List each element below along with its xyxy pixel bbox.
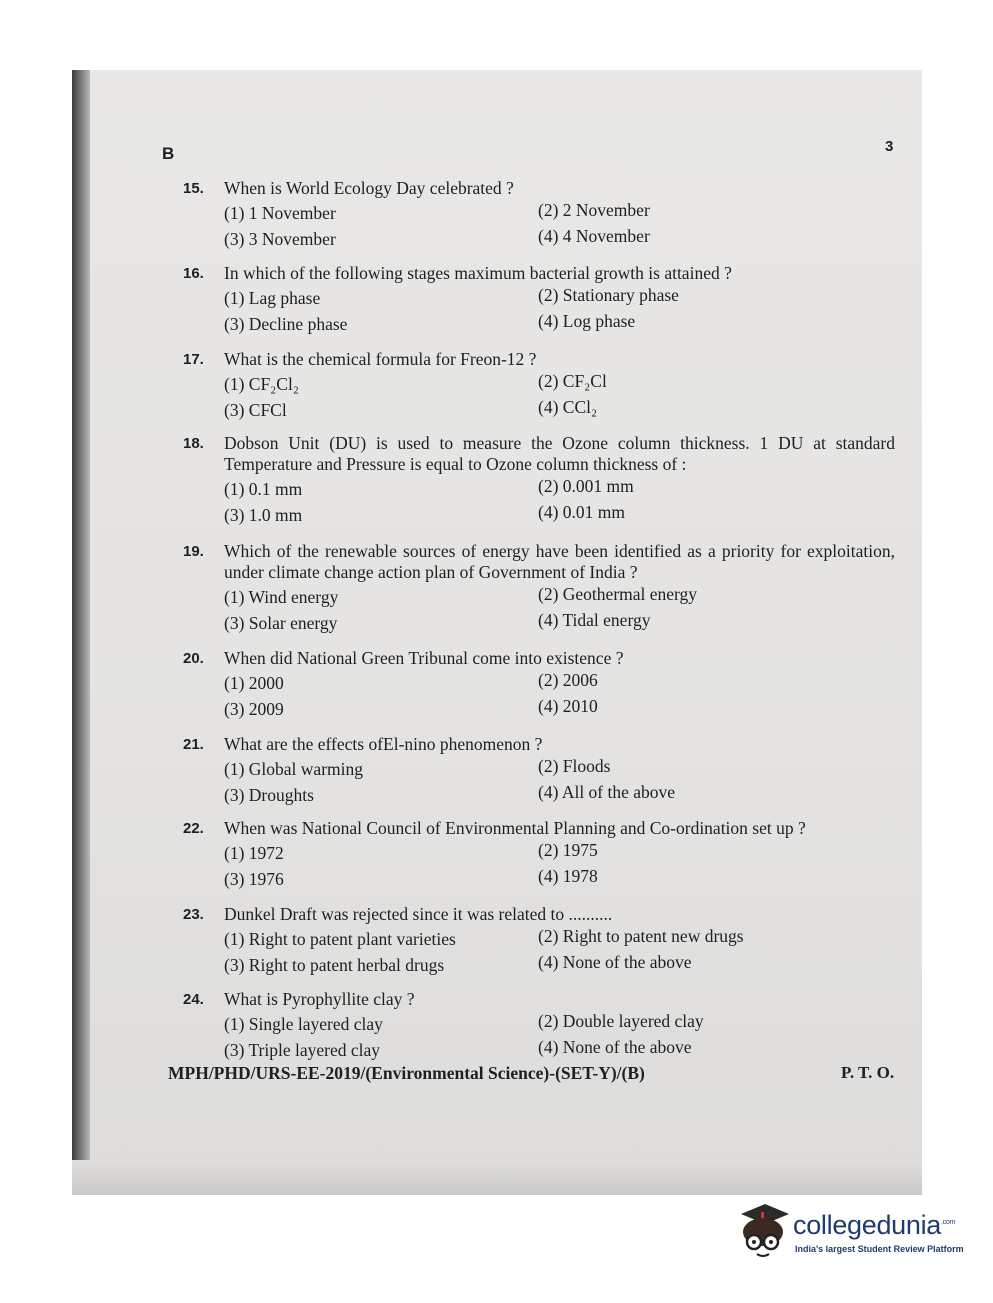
question-number: 22. — [183, 820, 204, 837]
option-2: (2) 1975 — [538, 840, 598, 860]
question-17 — [183, 349, 895, 426]
question-19 — [183, 541, 895, 639]
option-1: (1) Wind energy — [224, 587, 339, 607]
option-2: (2) Stationary phase — [538, 285, 679, 305]
options — [224, 285, 895, 340]
option-4: (4) 4 November — [538, 226, 650, 246]
question-16 — [183, 263, 895, 340]
question-text: When is World Ecology Day celebrated ? — [224, 178, 514, 198]
question-number: 16. — [183, 265, 204, 282]
option-4: (4) 1978 — [538, 866, 598, 886]
brand-tagline: India's largest Student Review Platform — [795, 1244, 964, 1254]
option-3: (3) Decline phase — [224, 314, 348, 334]
option-3: (3) 1976 — [224, 869, 284, 889]
options — [224, 670, 895, 725]
options — [224, 926, 895, 981]
brand-tld: .com — [941, 1219, 956, 1226]
option-3: (3) 2009 — [224, 699, 284, 719]
option-2: (2) 0.001 mm — [538, 476, 634, 496]
question-23 — [183, 904, 895, 981]
option-2: (2) 2 November — [538, 200, 650, 220]
question-18 — [183, 433, 895, 531]
brand-wordmark: collegedunia — [793, 1210, 942, 1240]
question-22 — [183, 818, 895, 895]
student-mascot-icon — [735, 1198, 793, 1260]
option-2: (2) CF₂Cl — [538, 371, 607, 391]
question-text: When did National Green Tribunal come into existence ? — [224, 648, 624, 668]
options — [224, 584, 895, 639]
option-2: (2) Floods — [538, 756, 611, 776]
section-letter: B — [162, 144, 175, 163]
options — [224, 756, 895, 811]
option-1: (1) CF₂Cl₂ — [224, 374, 299, 394]
question-text: In which of the following stages maximum bacterial growth is attained ? — [224, 263, 732, 283]
options — [224, 200, 895, 255]
option-1: (1) 1972 — [224, 843, 284, 863]
options — [224, 476, 895, 531]
option-4: (4) All of the above — [538, 782, 676, 802]
question-20 — [183, 648, 895, 725]
question-number: 17. — [183, 351, 204, 368]
option-2: (2) 2006 — [538, 670, 598, 690]
question-15 — [183, 178, 895, 255]
option-1: (1) 0.1 mm — [224, 479, 303, 499]
option-4: (4) None of the above — [538, 1037, 692, 1057]
question-text: What is the chemical formula for Freon-12 ? — [224, 349, 537, 369]
question-number: 20. — [183, 650, 204, 667]
option-4: (4) Log phase — [538, 311, 636, 331]
option-4: (4) CCl₂ — [538, 397, 598, 417]
option-1: (1) Lag phase — [224, 288, 321, 308]
option-1: (1) Right to patent plant varieties — [224, 929, 456, 949]
question-number: 19. — [183, 543, 204, 560]
option-1: (1) 2000 — [224, 673, 284, 693]
options — [224, 371, 895, 426]
option-1: (1) Single layered clay — [224, 1014, 383, 1034]
question-number: 18. — [183, 435, 204, 452]
option-2: (2) Double layered clay — [538, 1011, 704, 1031]
question-21 — [183, 734, 895, 811]
question-text: What is Pyrophyllite clay ? — [224, 989, 415, 1009]
question-text: Dobson Unit (DU) is used to measure the Ozone column thickness. 1 DU at standard Temperature and Pressure is equal to Ozone column thickness of : — [224, 433, 895, 474]
option-3: (3) Solar energy — [224, 613, 338, 633]
collegedunia-watermark[interactable] — [735, 1198, 965, 1266]
question-text: What are the effects ofEl-nino phenomenon ? — [224, 734, 543, 754]
page-binding-shadow — [72, 70, 90, 1195]
option-3: (3) 3 November — [224, 229, 336, 249]
question-text: Dunkel Draft was rejected since it was related to .......... — [224, 904, 613, 924]
question-number: 24. — [183, 991, 204, 1008]
question-number: 23. — [183, 906, 204, 923]
question-24 — [183, 989, 895, 1066]
option-3: (3) Droughts — [224, 785, 314, 805]
options — [224, 840, 895, 895]
please-turn-over: P. T. O. — [841, 1063, 895, 1082]
option-4: (4) None of the above — [538, 952, 692, 972]
option-3: (3) Right to patent herbal drugs — [224, 955, 445, 975]
exam-code: MPH/PHD/URS-EE-2019/(Environmental Science)-(SET-Y)/(B) — [168, 1063, 645, 1083]
option-1: (1) 1 November — [224, 203, 336, 223]
option-3: (3) Triple layered clay — [224, 1040, 380, 1060]
option-4: (4) 0.01 mm — [538, 502, 626, 522]
option-3: (3) 1.0 mm — [224, 505, 303, 525]
page-number: 3 — [885, 138, 894, 155]
question-text: Which of the renewable sources of energy have been identified as a priority for exploitation, under climate change action plan of Government of India ? — [224, 541, 895, 582]
brand-name — [793, 1210, 955, 1241]
options — [224, 1011, 895, 1066]
question-number: 21. — [183, 736, 204, 753]
question-text: When was National Council of Environmental Planning and Co-ordination set up ? — [224, 818, 806, 838]
option-4: (4) 2010 — [538, 696, 598, 716]
option-4: (4) Tidal energy — [538, 610, 651, 630]
option-2: (2) Right to patent new drugs — [538, 926, 744, 946]
page-bottom-edge — [72, 1160, 922, 1195]
question-number: 15. — [183, 180, 204, 197]
option-2: (2) Geothermal energy — [538, 584, 698, 604]
option-3: (3) CFCl — [224, 400, 287, 420]
option-1: (1) Global warming — [224, 759, 363, 779]
